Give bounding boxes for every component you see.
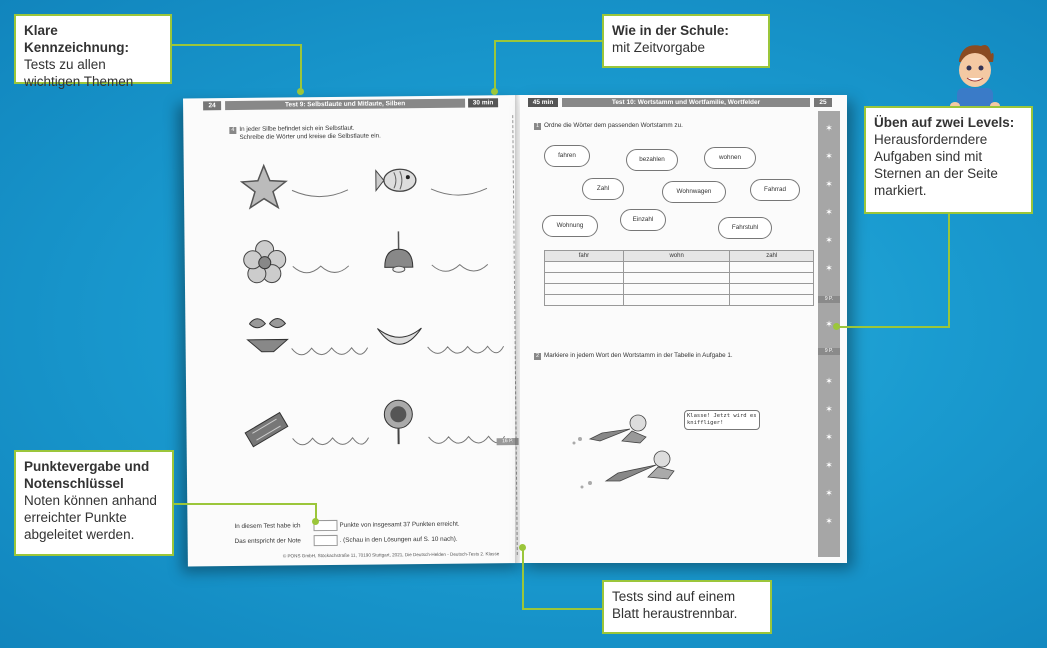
callout-line: markiert. xyxy=(874,183,927,198)
connector-line xyxy=(522,608,602,610)
table-header-cell: zahl xyxy=(730,251,814,262)
word-cloud: Fahrstuhl xyxy=(718,217,772,239)
star-icon: ✶ xyxy=(825,319,833,329)
connector-line xyxy=(522,548,524,610)
left-task-instruction xyxy=(229,124,381,142)
star-icon: ✶ xyxy=(825,488,833,498)
callout-label-marking xyxy=(14,14,172,89)
lamp-picture-icon xyxy=(374,231,423,280)
word-cloud: Wohnwagen xyxy=(662,181,726,203)
table-row[interactable] xyxy=(545,273,814,284)
connector-line xyxy=(171,44,302,46)
word-cloud: bezahlen xyxy=(626,149,678,171)
grade-input-box[interactable] xyxy=(314,535,338,546)
syllable-arcs[interactable] xyxy=(426,345,506,356)
callout-line: Tests zu allen xyxy=(24,57,106,72)
connector-line xyxy=(300,44,302,92)
table-row[interactable] xyxy=(545,262,814,273)
right-page-title: Test 10: Wortstamm und Wortfamilie, Wortfelder xyxy=(562,98,810,107)
word-cloud: wohnen xyxy=(704,147,756,169)
callout-line: wichtigen Themen xyxy=(24,74,134,89)
callout-line: Tests sind auf einem xyxy=(612,589,736,604)
callout-title: Notenschlüssel xyxy=(24,476,124,491)
callout-title: Üben auf zwei Levels: xyxy=(874,115,1015,130)
word-cloud: Wohnung xyxy=(542,215,598,237)
table-header-row xyxy=(545,251,814,262)
left-time-badge: 30 min xyxy=(468,98,498,107)
star-icon: ✶ xyxy=(825,404,833,414)
connector-dot xyxy=(519,544,526,551)
task2-instruction xyxy=(534,352,733,360)
task-number-badge: 2 xyxy=(535,353,540,359)
callout-line: erreichter Punkte xyxy=(24,510,127,525)
star-icon: ✶ xyxy=(825,151,833,161)
callout-line: mit Zeitvorgabe xyxy=(612,40,706,55)
callout-line: Noten können anhand xyxy=(24,493,157,508)
word-cloud: fahren xyxy=(544,145,590,167)
star-icon: ✶ xyxy=(825,432,833,442)
callout-two-levels xyxy=(864,106,1033,214)
bikini-picture-icon xyxy=(243,309,292,358)
star-icon: ✶ xyxy=(825,123,833,133)
left-page-header xyxy=(203,98,503,110)
callout-line: Herausforderndere xyxy=(874,132,988,147)
star-icon: ✶ xyxy=(825,235,833,245)
right-book-page xyxy=(520,95,847,563)
table-header-cell: fahr xyxy=(545,251,624,262)
task2-text: Markiere in jedem Wort den Wortstamm in der Tabelle in Aufgabe 1. xyxy=(544,352,733,359)
table-header-cell: wohn xyxy=(623,251,730,262)
syllable-arcs[interactable] xyxy=(291,265,351,276)
grade-text-a: Das entspricht der Note xyxy=(234,537,301,546)
page-footer: © PONS GmbH, Stöckachstraße 11, 70190 Stuttgart, 2021, Die Deutsch-Helden - Deutsch-Tests 2. Klasse xyxy=(282,551,500,559)
task1-text: Ordne die Wörter dem passenden Wortstamm zu. xyxy=(544,122,683,129)
task-text-line-1: In jeder Silbe befindet sich ein Selbstlaut. xyxy=(239,124,355,133)
right-page-header xyxy=(528,98,828,107)
star-icon: ✶ xyxy=(825,179,833,189)
star-icon: ✶ xyxy=(825,516,833,526)
connector-dot xyxy=(833,323,840,330)
grade-text-b: . (Schau in den Lösungen auf S. 10 nach). xyxy=(339,535,458,544)
syllable-arcs[interactable] xyxy=(429,187,489,198)
star-icon: ✶ xyxy=(825,460,833,470)
task-number-badge: 1 xyxy=(535,123,540,129)
star-icon: ✶ xyxy=(825,207,833,217)
table-row[interactable] xyxy=(545,295,814,306)
sunflower-picture-icon xyxy=(374,396,423,445)
flower-picture-icon xyxy=(240,237,289,286)
word-stem-table xyxy=(544,250,814,306)
callout-points-grading xyxy=(14,450,174,556)
syllable-arcs[interactable] xyxy=(427,435,507,446)
callout-line: abgeleitet werden. xyxy=(24,527,135,542)
star-icon: ✶ xyxy=(825,263,833,273)
mascot-boy-icon xyxy=(945,40,1005,110)
left-page-title: Test 9: Selbstlaute und Mitlaute, Silben xyxy=(225,99,465,111)
score-text-a: In diesem Test habe ich xyxy=(234,522,301,531)
right-time-badge: 45 min xyxy=(528,98,558,107)
task-number-badge: 4 xyxy=(231,126,235,134)
callout-line: Aufgaben sind mit xyxy=(874,149,983,164)
fish-picture-icon xyxy=(374,158,423,207)
table-row[interactable] xyxy=(545,284,814,295)
star-picture-icon xyxy=(240,162,289,211)
connector-line xyxy=(948,212,950,328)
left-book-page xyxy=(183,95,525,567)
task1-instruction xyxy=(534,122,683,130)
points-badge: 9 P. xyxy=(818,348,840,355)
connector-line xyxy=(838,326,950,328)
connector-line xyxy=(494,40,602,42)
word-cloud: Zahl xyxy=(582,178,624,200)
score-text-b: Punkte von insgesamt 37 Punkten erreicht. xyxy=(339,520,460,529)
score-line xyxy=(234,522,300,531)
banana-picture-icon xyxy=(375,316,424,365)
star-icon: ✶ xyxy=(825,376,833,386)
points-badge: 9 P. xyxy=(818,296,840,303)
word-cloud: Fahrrad xyxy=(750,179,800,201)
connector-dot xyxy=(297,88,304,95)
connector-line xyxy=(172,503,317,505)
callout-line: Blatt heraustrennbar. xyxy=(612,606,738,621)
syllable-arcs[interactable] xyxy=(291,437,371,448)
callout-time-limit xyxy=(602,14,770,68)
chocolate-picture-icon xyxy=(242,405,291,454)
points-badge: 16 P. xyxy=(497,438,519,445)
left-page-number: 24 xyxy=(203,101,221,110)
task-text-line-2: Schreibe die Wörter und kreise die Selbstlaute ein. xyxy=(239,132,381,141)
connector-dot xyxy=(312,518,319,525)
connector-dot xyxy=(491,88,498,95)
word-cloud: Einzahl xyxy=(620,209,666,231)
callout-tear-out xyxy=(602,580,772,634)
syllable-arcs[interactable] xyxy=(430,263,490,274)
callout-line: Sternen an der Seite xyxy=(874,166,998,181)
speech-bubble: Klasse! Jetzt wird es kniffliger! xyxy=(684,410,760,430)
callout-title: Klare Kennzeichnung: xyxy=(24,23,129,55)
callout-title: Punktevergabe und xyxy=(24,459,150,474)
right-page-number: 25 xyxy=(814,98,832,107)
star-sidebar xyxy=(818,111,840,557)
callout-title: Wie in der Schule: xyxy=(612,23,729,38)
connector-line xyxy=(494,40,496,92)
syllable-arcs[interactable] xyxy=(290,189,350,200)
syllable-arcs[interactable] xyxy=(290,347,370,358)
